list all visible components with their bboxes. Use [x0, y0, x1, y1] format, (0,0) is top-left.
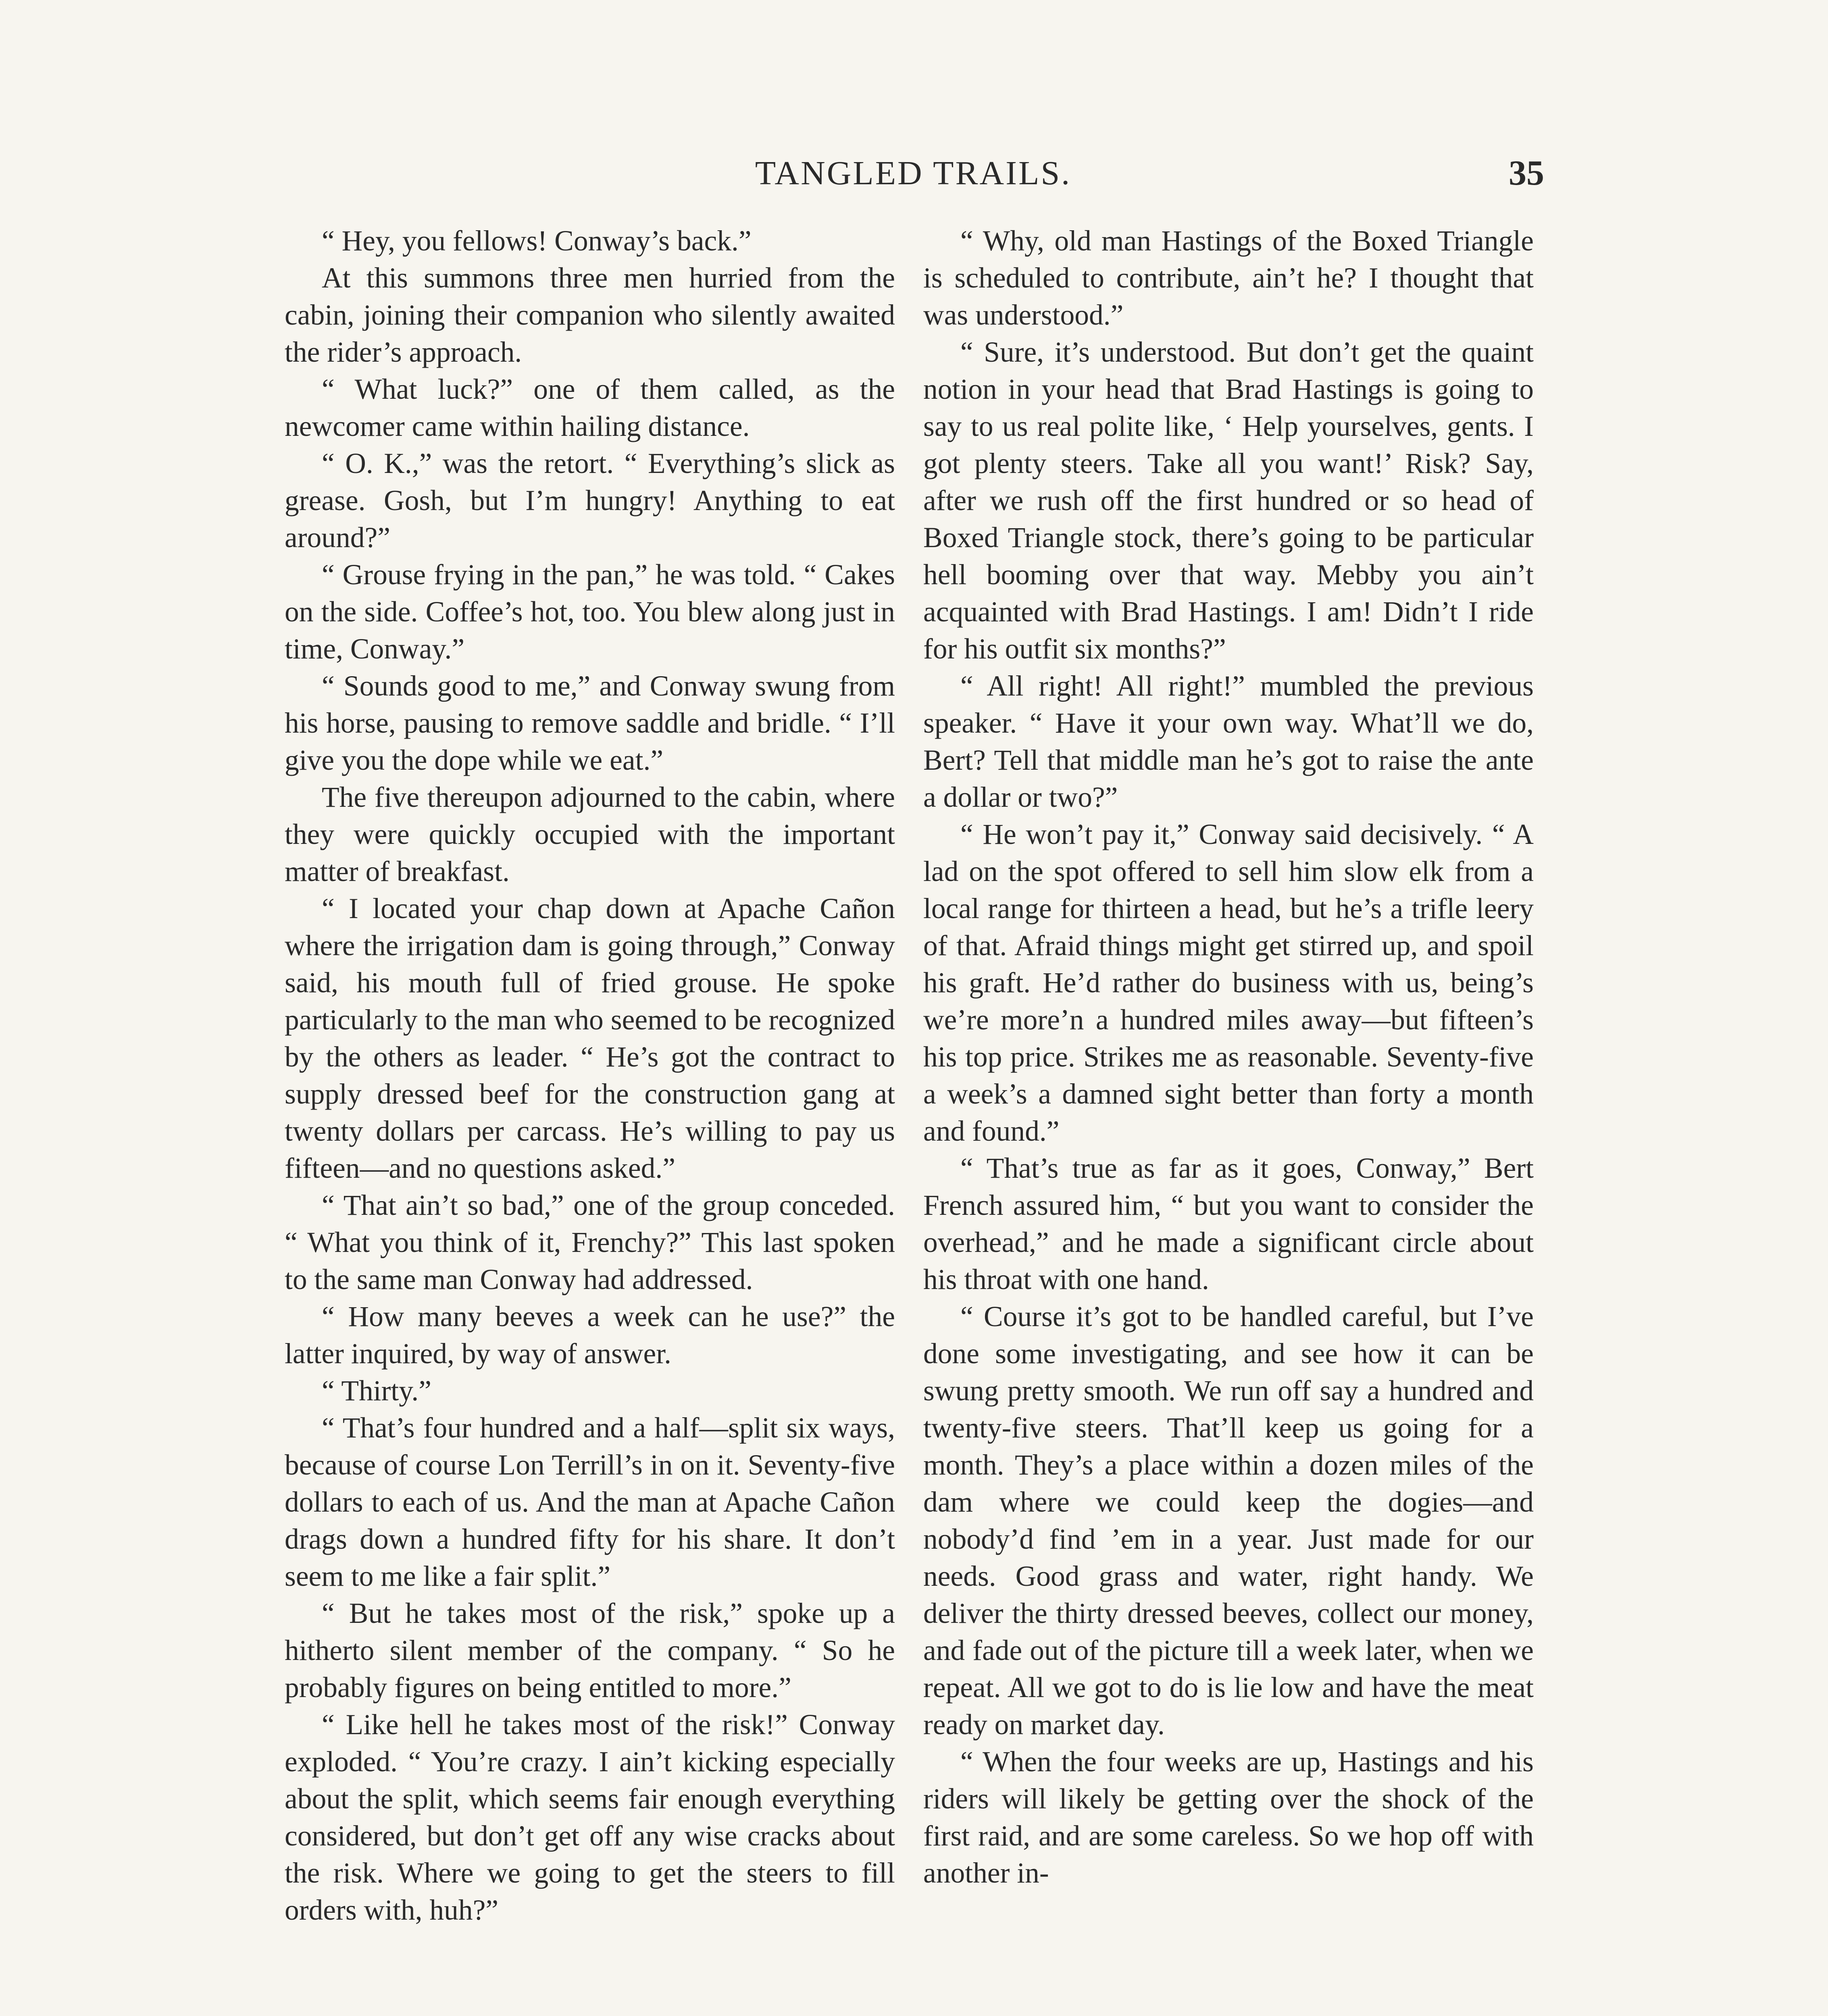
- right-column: [923, 223, 1534, 1892]
- paragraph: “ That’s true as far as it goes, Conway,” Bert French assured him, “ but you want to consider the overhead,” and he made a significant circle about his throat with one hand.: [923, 1152, 1534, 1295]
- paragraph: “ Like hell he takes most of the risk!” Conway exploded. “ You’re crazy. I ain’t kicking especially about the split, which seems fair enough everything considered, but don’t get off any wise cracks about the risk. Where we going to get the steers to fill orders with, huh?”: [285, 1709, 895, 1926]
- page-number: 35: [1509, 154, 1544, 193]
- paragraph: “ But he takes most of the risk,” spoke up a hitherto silent member of the company. “ So he probably figures on being entitled to more.”: [285, 1597, 895, 1704]
- paragraph: “ That ain’t so bad,” one of the group conceded. “ What you think of it, Frenchy?” This last spoken to the same man Conway had addressed.: [285, 1189, 895, 1295]
- paragraph: “ Sure, it’s understood. But don’t get the quaint notion in your head that Brad Hastings is going to say to us real polite like, ‘ Help yourselves, gents. I got plenty steers. Take all you want!’ Risk? Say, after we rush off the first hundred or so head of Boxed Triangle stock, there’s going to be particular hell booming over that way. Mebby you ain’t acquainted with Brad Hastings. I am! Didn’t I ride for his outfit six months?”: [923, 336, 1534, 665]
- paragraph: At this summons three men hurried from the cabin, joining their companion who silently awaited the rider’s approach.: [285, 262, 895, 368]
- paragraph: “ What luck?” one of them called, as the newcomer came within hailing distance.: [285, 373, 895, 442]
- paragraph: The five thereupon adjourned to the cabin, where they were quickly occupied with the important matter of breakfast.: [285, 781, 895, 887]
- paragraph: “ All right! All right!” mumbled the previous speaker. “ Have it your own way. What’ll we do, Bert? Tell that middle man he’s got to raise the ante a dollar or two?”: [923, 670, 1534, 813]
- paragraph: “ When the four weeks are up, Hastings and his riders will likely be getting over the shock of the first raid, and are some careless. So we hop off with another in-: [923, 1746, 1534, 1889]
- paragraph: “ Grouse frying in the pan,” he was told. “ Cakes on the side. Coffee’s hot, too. You blew along just in time, Conway.”: [285, 559, 895, 665]
- paragraph: “ How many beeves a week can he use?” the latter inquired, by way of answer.: [285, 1301, 895, 1370]
- paragraph: “ Hey, you fellows! Conway’s back.”: [322, 225, 752, 257]
- left-column: [285, 223, 895, 1929]
- paragraph: “ Sounds good to me,” and Conway swung from his horse, pausing to remove saddle and bridle. “ I’ll give you the dope while we eat.”: [285, 670, 895, 776]
- paragraph: “ O. K.,” was the retort. “ Everything’s slick as grease. Gosh, but I’m hungry! Anything to eat around?”: [285, 448, 895, 554]
- running-title: TANGLED TRAILS.: [755, 154, 1072, 192]
- paragraph: “ Why, old man Hastings of the Boxed Triangle is scheduled to contribute, ain’t he? I thought that was understood.”: [923, 225, 1534, 331]
- paragraph: “ Course it’s got to be handled careful, but I’ve done some investigating, and see how it can be swung pretty smooth. We run off say a hundred and twenty-five steers. That’ll keep us going for a month. They’s a place within a dozen miles of the dam where we could keep the dogies—and nobody’d find ’em in a year. Just made for our needs. Good grass and water, right handy. We deliver the thirty dressed beeves, collect our money, and fade out of the picture till a week later, when we repeat. All we got to do is lie low and have the meat ready on market day.: [923, 1301, 1534, 1741]
- page-header: [282, 143, 1544, 204]
- paragraph: “ He won’t pay it,” Conway said decisively. “ A lad on the spot offered to sell him slow elk from a local range for thirteen a head, but he’s a trifle leery of that. Afraid things might get stirred up, and spoil his graft. He’d rather do business with us, being’s we’re more’n a hundred miles away—but fifteen’s his top price. Strikes me as reasonable. Seventy-five a week’s a damned sight better than forty a month and found.”: [923, 818, 1534, 1147]
- paragraph: “ I located your chap down at Apache Cañon where the irrigation dam is going through,” Conway said, his mouth full of fried grouse. He spoke particularly to the man who seemed to be recognized by the others as leader. “ He’s got the contract to supply dressed beef for the construction gang at twenty dollars per carcass. He’s willing to pay us fifteen—and no questions asked.”: [285, 893, 895, 1184]
- paragraph: “ Thirty.”: [322, 1375, 432, 1407]
- paragraph: “ That’s four hundred and a half—split six ways, because of course Lon Terrill’s in on it. Seventy-five dollars to each of us. And the man at Apache Cañon drags down a hundred fifty for his share. It don’t seem to me like a fair split.”: [285, 1412, 895, 1592]
